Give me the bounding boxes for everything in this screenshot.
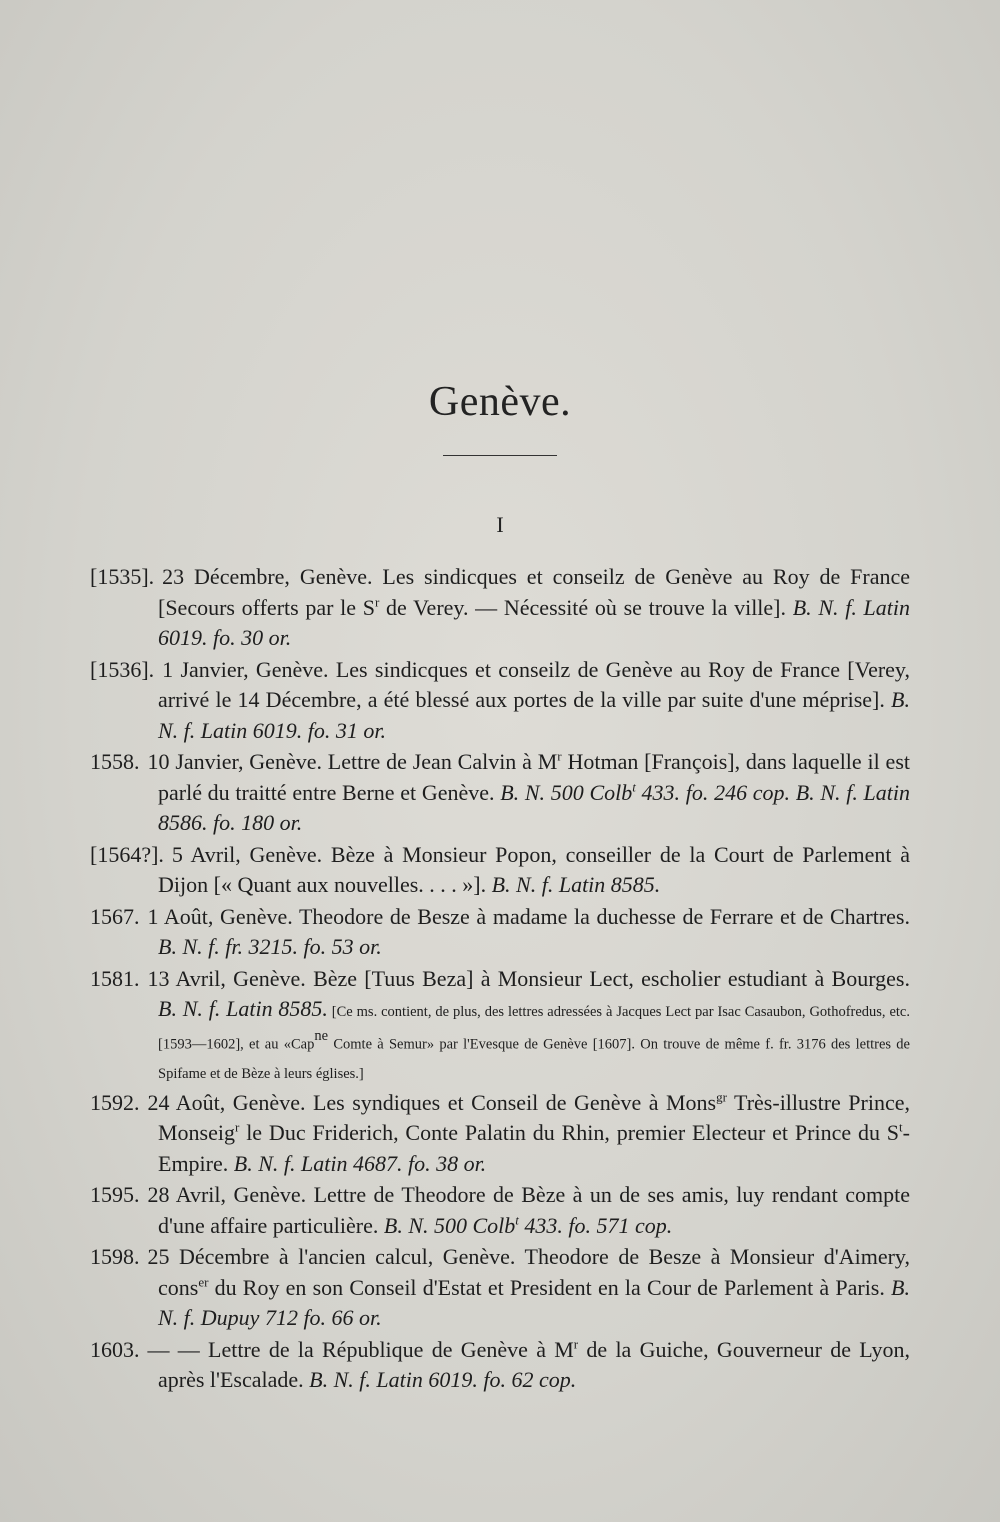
- list-item: [90, 840, 910, 901]
- entry-citation: B. N. f. Latin 6019. fo. 62 cop.: [309, 1367, 577, 1393]
- entry-date: [1564?].: [90, 841, 164, 867]
- title-rule: [443, 455, 557, 456]
- entry-text: 23 Décembre, Genève. Les sindicques et conseilz de Genève au Roy de France [Secours offerts par le S: [158, 564, 910, 620]
- entry-text: -Empire.: [158, 1120, 910, 1176]
- entry-date: 1581.: [90, 965, 140, 991]
- entry-date: 1558.: [90, 749, 140, 774]
- entry-citation-sup: t: [515, 1212, 519, 1228]
- list-item: [90, 747, 910, 839]
- entry-date: [1536].: [90, 656, 155, 682]
- list-item: [90, 562, 910, 654]
- entry-citation: B. N. f. Latin 6019. fo. 30 or.: [158, 594, 911, 650]
- entry-citation: 433. fo. 571 cop.: [518, 1212, 673, 1238]
- entry-text: 10 Janvier, Genève. Lettre de Jean Calvin à M: [147, 749, 558, 774]
- entry-citation: 433. fo. 246 cop. B. N. f. Latin 8586. fo. 180 or.: [158, 779, 911, 835]
- entry-citation: B. N. f. Latin 6019. fo. 31 or.: [158, 687, 910, 743]
- entry-text: 28 Avril, Genève. Lettre de Theodore de Bèze à un de ses amis, luy rendant compte d'une affaire particulière.: [147, 1182, 910, 1238]
- entry-sup: r: [573, 1336, 579, 1352]
- page-title: Genève.: [428, 379, 572, 425]
- list-item: [90, 1335, 910, 1396]
- entry-sup: er: [198, 1274, 209, 1290]
- entry-citation: B. N. f. Latin 8585.: [158, 996, 328, 1021]
- entry-sup: r: [557, 748, 562, 764]
- entry-text: 5 Avril, Genève. Bèze à Monsieur Popon, conseiller de la Court de Parlement à Dijon [« Quant aux nouvelles. . . . »].: [158, 841, 910, 897]
- entry-note: [Ce ms. contient, de plus, des lettres adressées à Jacques Lect par Isac Casaubon, Gothofredus, etc. [1593—1602], et au «Cap: [158, 1004, 910, 1052]
- entry-text: 25 Décembre à l'ancien calcul, Genève. Theodore de Besze à Monsieur d'Aimery, cons: [147, 1244, 910, 1300]
- entry-text: 13 Avril, Genève. Bèze [Tuus Beza] à Monsieur Lect, escholier estudiant à Bourges.: [147, 965, 910, 991]
- list-item: [90, 1180, 910, 1241]
- entry-date: 1567.: [90, 903, 140, 929]
- entry-text: le Duc Friderich, Conte Palatin du Rhin, premier Electeur et Prince du S: [239, 1120, 900, 1146]
- entry-text: du Roy en son Conseil d'Estat et President en la Cour de Parlement à Paris.: [208, 1274, 892, 1300]
- entry-date: 1603.: [90, 1336, 140, 1362]
- entry-text: de Verey. — Nécessité où se trouve la ville].: [379, 594, 793, 620]
- entry-text: 1 Janvier, Genève. Les sindicques et conseilz de Genève au Roy de France [Verey, arrivé le 14 Décembre, a été blessé aux portes de la ville par suite d'une méprise].: [158, 656, 910, 712]
- entry-date: 1595.: [90, 1182, 140, 1208]
- entry-sup: r: [375, 594, 380, 610]
- entry-date: 1592.: [90, 1089, 140, 1115]
- entry-sup: r: [235, 1120, 240, 1135]
- entry-text: — — Lettre de la République de Genève à M: [147, 1336, 574, 1362]
- entry-date: [1535].: [90, 564, 155, 589]
- entry-text: Hotman [François], dans laquelle il est parlé du traitté entre Berne et Genève.: [158, 749, 910, 805]
- entry-citation: B. N. f. Latin 4687. fo. 38 or.: [233, 1150, 487, 1176]
- entry-text: Très-illustre Prince, Monseig: [158, 1089, 910, 1146]
- entry-list: [90, 562, 910, 1397]
- entry-sup: gr: [716, 1089, 727, 1105]
- entry-sup: t: [899, 1120, 903, 1135]
- list-item: [90, 1242, 910, 1334]
- list-item: [90, 1088, 910, 1180]
- entry-date: 1598.: [90, 1244, 140, 1270]
- entry-citation-sup: t: [632, 779, 636, 795]
- entry-citation: B. N. f. Dupuy 712 fo. 66 or.: [158, 1274, 910, 1331]
- entry-note: Comte à Semur» par l'Evesque de Genève [1607]. On trouve de même f. fr. 3176 des lettres de Spifame et de Bèze à leurs églises.]: [158, 1035, 910, 1083]
- entry-citation: B. N. f. fr. 3215. fo. 53 or.: [158, 934, 382, 959]
- entry-text: 1 Août, Genève. Theodore de Besze à madame la duchesse de Ferrare et de Chartres.: [147, 903, 910, 929]
- entry-note-sup: ne: [314, 1027, 329, 1044]
- list-item: [90, 902, 910, 963]
- list-item: [90, 655, 910, 747]
- entry-citation: B. N. 500 Colb: [383, 1212, 516, 1238]
- section-number: I: [496, 512, 504, 537]
- entry-citation: B. N. 500 Colb: [500, 779, 633, 805]
- entry-text: 24 Août, Genève. Les syndiques et Conseil de Genève à Mons: [147, 1089, 717, 1115]
- list-item: [90, 964, 910, 1087]
- entry-text: de la Guiche, Gouverneur de Lyon, après l'Escalade.: [158, 1336, 910, 1393]
- entry-citation: B. N. f. Latin 8585.: [491, 872, 661, 897]
